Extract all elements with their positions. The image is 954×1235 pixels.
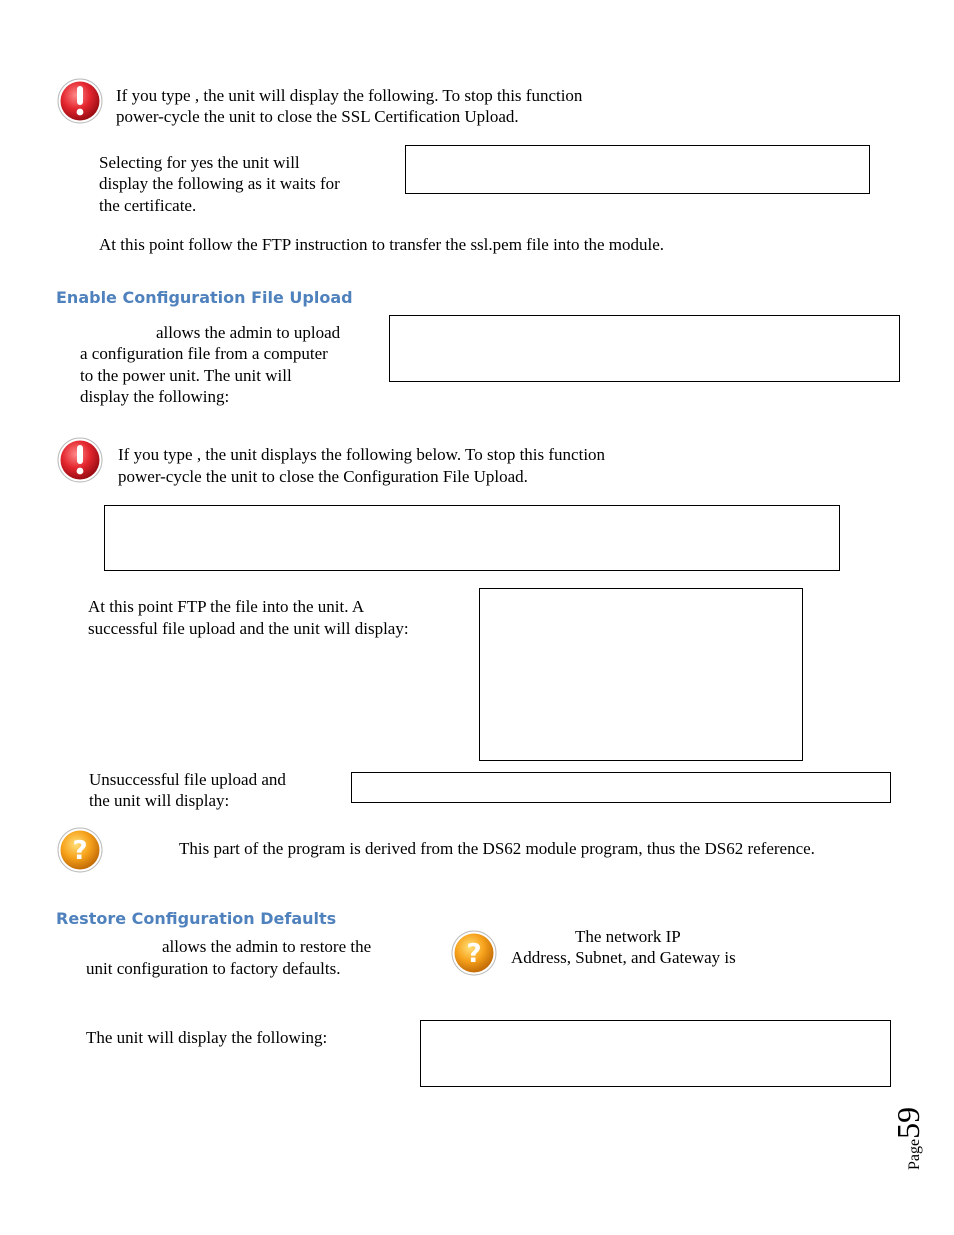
paragraph-line: to the power unit. The unit will	[80, 366, 292, 385]
paragraph-line: the unit will display:	[89, 791, 230, 810]
screen-output-box	[389, 315, 900, 382]
paragraph-line: display the following:	[80, 387, 230, 406]
page-number-value: 59	[890, 1106, 926, 1139]
note-text-line: The network IP	[575, 927, 681, 946]
warning-text-line: If you type , the unit displays the following below. To stop this function	[118, 445, 606, 464]
paragraph-line: successful file upload and the unit will display:	[88, 619, 409, 638]
paragraph-line: a configuration file from a computer	[80, 344, 328, 363]
section-heading: Enable Configuration File Upload	[56, 288, 353, 307]
note-text: This part of the program is derived from the DS62 module program, thus the DS62 reference.	[179, 839, 815, 858]
warning-text-line: power-cycle the unit to close the Configuration File Upload.	[118, 467, 528, 486]
screen-output-box	[104, 505, 840, 571]
paragraph-line: the certificate.	[99, 196, 197, 215]
paragraph-line: unit configuration to factory defaults.	[86, 959, 341, 978]
paragraph-line: Unsuccessful file upload and	[89, 770, 286, 789]
svg-text:?: ?	[72, 836, 88, 866]
paragraph-line: At this point FTP the file into the unit. A	[88, 597, 365, 616]
warning-text-line: If you type , the unit will display the following. To stop this function	[116, 86, 583, 105]
section-heading: Restore Configuration Defaults	[56, 909, 337, 928]
page-number	[890, 1100, 954, 1170]
warning-text-line: power-cycle the unit to close the SSL Certification Upload.	[116, 107, 519, 126]
screen-output-box	[405, 145, 870, 194]
paragraph-line: At this point follow the FTP instruction to transfer the ssl.pem file into the module.	[99, 235, 665, 254]
question-icon	[450, 929, 498, 977]
paragraph-line: display the following as it waits for	[99, 174, 340, 193]
screen-output-box	[479, 588, 803, 761]
paragraph-line: Selecting for yes the unit will	[99, 153, 300, 172]
question-icon	[56, 826, 104, 874]
paragraph-line: allows the admin to upload	[156, 323, 341, 342]
svg-text:?: ?	[466, 939, 482, 969]
paragraph-line: The unit will display the following:	[86, 1028, 328, 1047]
page-prefix: Page	[906, 1138, 923, 1170]
exclamation-icon	[56, 436, 104, 484]
note-text-line: Address, Subnet, and Gateway is	[511, 948, 736, 967]
screen-output-box	[351, 772, 891, 803]
screen-output-box	[420, 1020, 891, 1087]
paragraph-line: allows the admin to restore the	[162, 937, 372, 956]
exclamation-icon	[56, 77, 104, 125]
